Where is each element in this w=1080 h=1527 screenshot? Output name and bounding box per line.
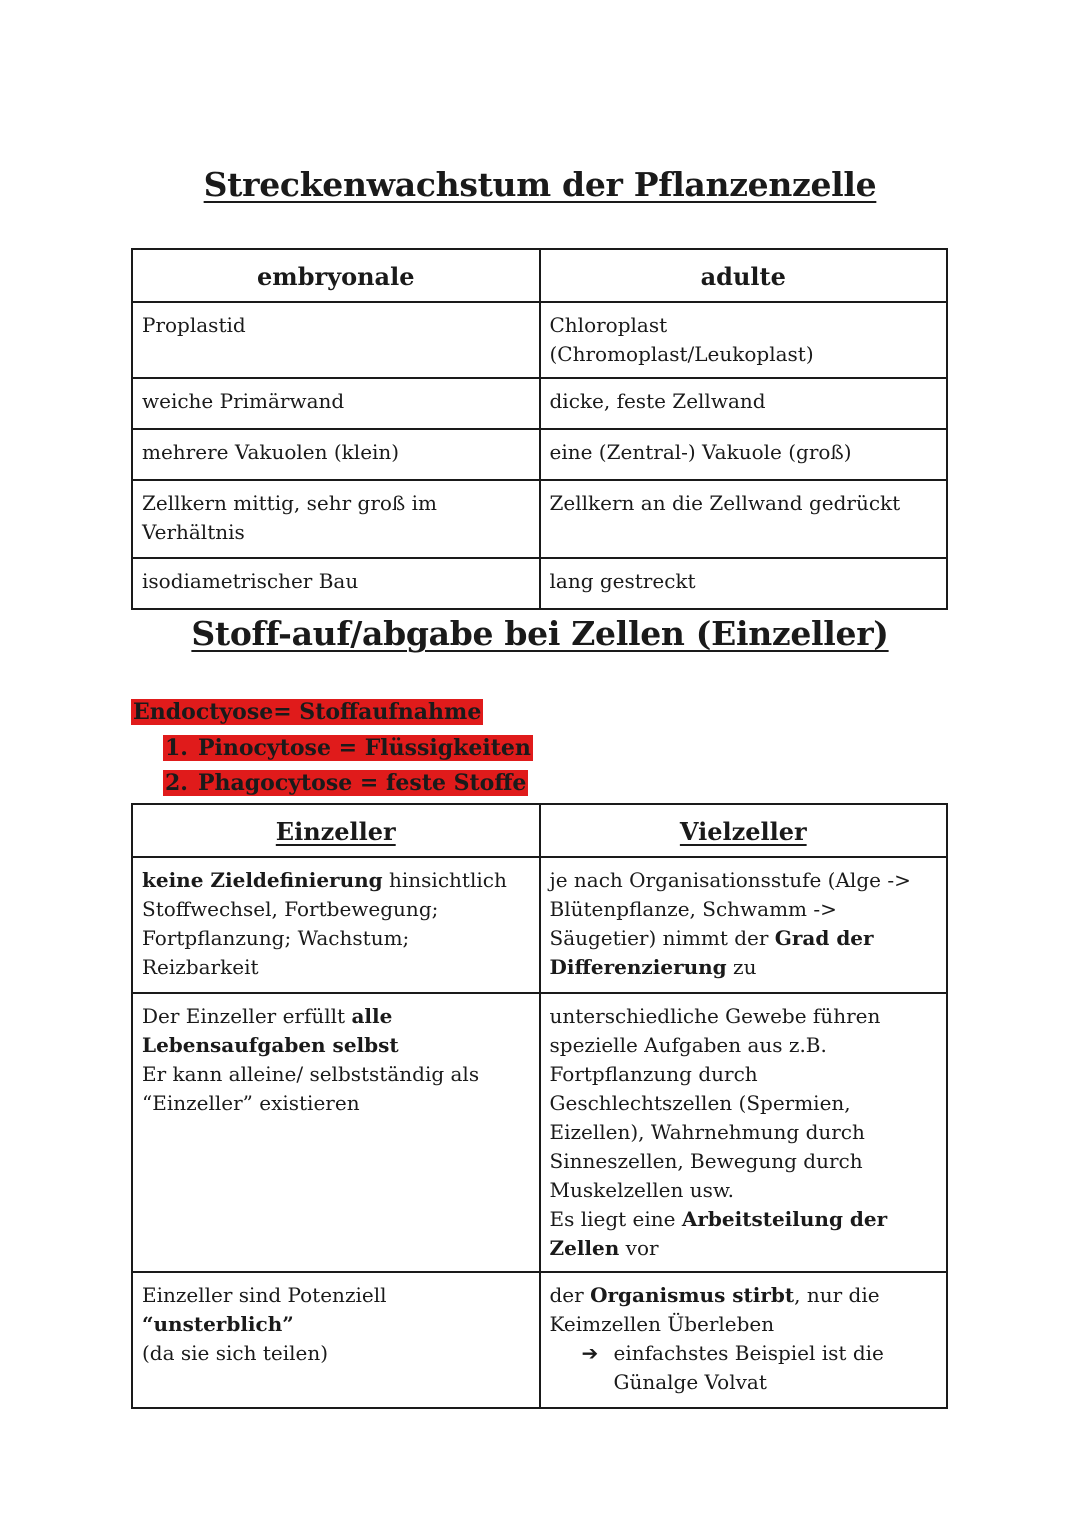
arrow-right-icon: ➔ (581, 1341, 599, 1365)
table-cell (540, 1272, 948, 1408)
table-cell: Chloroplast (Chromoplast/Leukoplast) (540, 302, 948, 378)
table-row (132, 429, 947, 480)
cell-text: Der Einzeller erfüllt (142, 1004, 352, 1028)
cell-text: (da sie sich teilen) (142, 1341, 329, 1365)
cell-text: je nach Organisationsstufe (Alge -> Blütenpflanze, Schwamm -> Säugetier) nimmt der (549, 868, 911, 950)
table-cell: isodiametrischer Bau (132, 558, 540, 609)
cell-text: zu (726, 955, 757, 979)
bold-text: alle Lebensaufgaben selbst (142, 1004, 399, 1057)
cell-text: Er kann alleine/ selbstständig als “Einzeller” existieren (142, 1062, 480, 1115)
list-number: 1. (165, 735, 188, 761)
header-einzeller: Einzeller (275, 817, 396, 846)
table-cell (540, 993, 948, 1272)
table-cell (132, 1272, 540, 1408)
table-cell: Proplastid (132, 302, 540, 378)
cell-comparison-table (131, 248, 948, 610)
cell-text: vor (619, 1236, 659, 1260)
table-header-row (132, 249, 947, 302)
table-header-row (132, 804, 947, 857)
table-cell (132, 993, 540, 1272)
header-adulte: adulte (540, 249, 948, 302)
list-number: 2. (165, 770, 188, 796)
cell-text: hinsichtlich Stoffwechsel, Fortbewegung; Fortpflanzung; Wachstum; Reizbarkeit (142, 868, 507, 979)
pinocytose-text: Pinocytose = Flüssigkeiten (197, 735, 531, 761)
table-cell (540, 857, 948, 993)
cell-text: , nur die Keimzellen Überleben (549, 1283, 880, 1336)
header-vielzeller: Vielzeller (679, 817, 807, 846)
endocytose-text: Endoctyose= Stoffaufnahme (133, 699, 482, 725)
bold-text: Organismus stirbt (590, 1283, 795, 1307)
einzeller-vielzeller-table (131, 803, 948, 1409)
arrow-bullet (550, 1339, 938, 1397)
cell-text: Es liegt eine (549, 1207, 682, 1231)
table-row (132, 1272, 947, 1408)
bold-text: keine Zieldefinierung (142, 868, 383, 892)
table-row (132, 857, 947, 993)
cell-text: der (549, 1283, 591, 1307)
table-cell: eine (Zentral-) Vakuole (groß) (540, 429, 948, 480)
table-cell: dicke, feste Zellwand (540, 378, 948, 429)
phagocytose-text: Phagocytose = feste Stoffe (197, 770, 527, 796)
table-row (132, 378, 947, 429)
table-cell (132, 857, 540, 993)
table-cell: Zellkern mittig, sehr groß im Verhältnis (132, 480, 540, 558)
list-item (163, 768, 528, 798)
table-cell: Zellkern an die Zellwand gedrückt (540, 480, 948, 558)
list-item (163, 733, 533, 763)
table-row (132, 993, 947, 1272)
cell-text: einfachstes Beispiel ist die Günalge Volvat (613, 1341, 884, 1394)
bold-text: Arbeitsteilung der Zellen (549, 1207, 888, 1260)
cell-text: Einzeller sind Potenziell (142, 1283, 387, 1307)
section-title: Stoff-auf/abgabe bei Zellen (Einzeller) (191, 614, 889, 653)
page-title: Streckenwachstum der Pflanzenzelle (203, 165, 877, 204)
table-cell: weiche Primärwand (132, 378, 540, 429)
table-row (132, 302, 947, 378)
bold-text: “unsterblich” (142, 1312, 294, 1336)
table-cell: lang gestreckt (540, 558, 948, 609)
bold-text: Grad der Differenzierung (549, 926, 874, 979)
table-row (132, 558, 947, 609)
table-row (132, 480, 947, 558)
endocytose-heading (131, 697, 483, 727)
cell-text: unterschiedliche Gewebe führen spezielle Aufgaben aus z.B. Fortpflanzung durch Geschlechtszellen (Spermien, Eizellen), Wahrnehmung durch Sinneszellen, Bewegung durch Muskelzellen usw. (549, 1004, 881, 1202)
table-cell: mehrere Vakuolen (klein) (132, 429, 540, 480)
header-embryonale: embryonale (132, 249, 540, 302)
